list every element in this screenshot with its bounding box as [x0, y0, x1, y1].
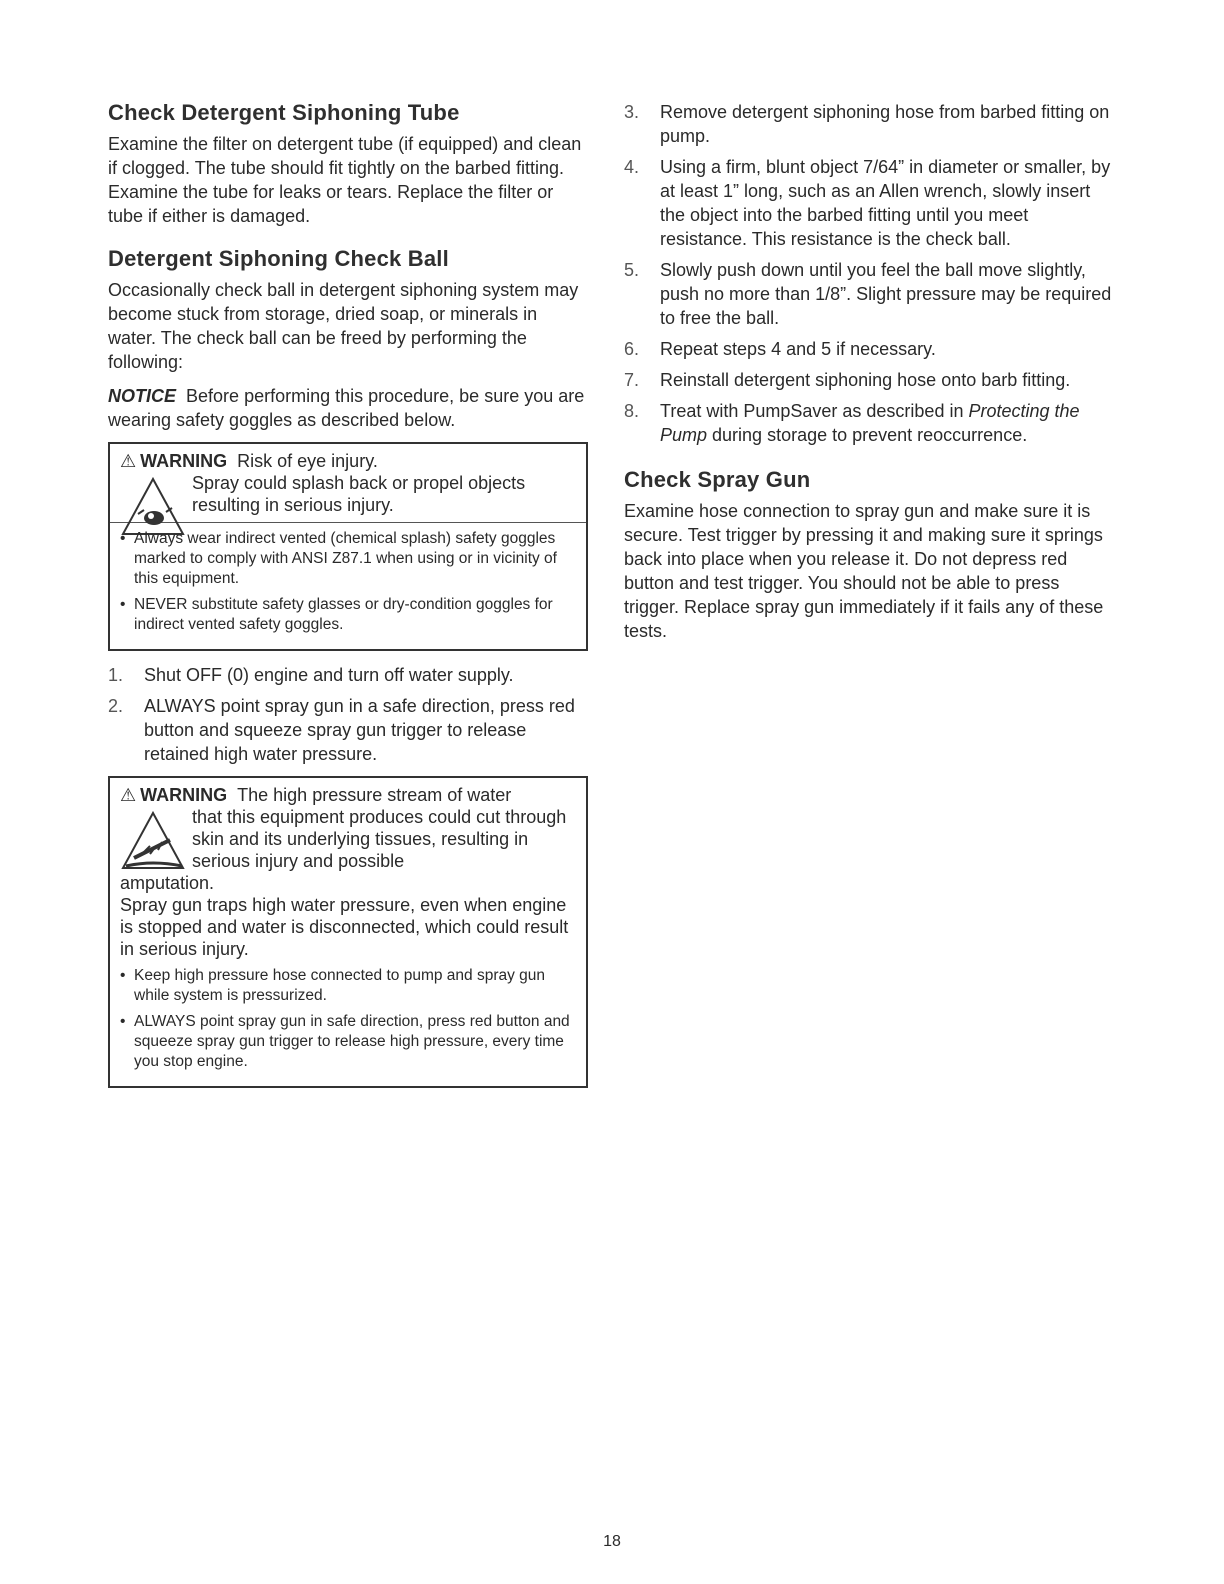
step-text: Repeat steps 4 and 5 if necessary. [660, 339, 936, 359]
step-item [624, 368, 1114, 392]
warning-title: WARNING [140, 785, 228, 805]
step-text: ALWAYS point spray gun in a safe direction, press red button and squeeze spray gun trigger to release retained high water pressure. [144, 696, 575, 764]
step-number: 6. [624, 339, 640, 359]
steps-list-right [624, 100, 1114, 447]
pressure-warning-box [108, 776, 588, 1088]
step-text: Using a firm, blunt object 7/64” in diameter or smaller, by at least 1” long, such as an Allen wrench, slowly insert the object into the barbed fitting until you meet resistance. This resistance is the check ball. [660, 157, 1111, 249]
warning-triangle-icon: ⚠ [120, 785, 137, 805]
section-heading-siphoning-tube: Check Detergent Siphoning Tube [108, 100, 460, 125]
warning-bullet: • NEVER substitute safety glasses or dry-condition goggles for indirect vented safety goggles. [120, 595, 576, 635]
step-number: 7. [624, 370, 640, 390]
step-item [624, 337, 1114, 361]
eye-injury-warning-box [108, 442, 588, 651]
warning-bullet: • Keep high pressure hose connected to pump and spray gun while system is pressurized. [120, 966, 576, 1006]
step-number: 5. [624, 260, 640, 280]
step-number: 2. [108, 696, 124, 716]
step-number: 4. [624, 157, 640, 177]
section-heading-check-ball: Detergent Siphoning Check Ball [108, 246, 449, 271]
warning-line1: Risk of eye injury. [237, 451, 378, 471]
check-ball-text: Occasionally check ball in detergent siphoning system may become stuck from storage, dried soap, or minerals in water. The check ball can be freed by performing the following: [108, 280, 579, 372]
step-text: Reinstall detergent siphoning hose onto barb fitting. [660, 370, 1071, 390]
notice-paragraph [108, 384, 588, 432]
step-text-italic: Protecting the Pump [660, 401, 1080, 445]
warning-text-tail: amputation. [120, 873, 215, 893]
section-heading-spray-gun: Check Spray Gun [624, 467, 811, 492]
warning-text: that this equipment produces could cut through skin and its underlying tissues, resulting in serious injury and possible [192, 807, 567, 871]
siphoning-tube-text: Examine the filter on detergent tube (if equipped) and clean if clogged. The tube should fit tightly on the barbed fitting. Examine the tube for leaks or tears. Replace the filter or tube if either is damaged. [108, 134, 582, 226]
step-text: Remove detergent siphoning hose from barbed fitting on pump. [660, 102, 1110, 146]
warning-line1: The high pressure stream of water [237, 785, 512, 805]
step-number: 3. [624, 102, 640, 122]
warning-text: Spray could splash back or propel objects resulting in serious injury. [192, 473, 526, 515]
step-number: 8. [624, 401, 640, 421]
notice-label: NOTICE [108, 386, 177, 406]
warning-bullets [120, 966, 576, 1072]
warning-title: WARNING [140, 451, 228, 471]
warning-bullet: • ALWAYS point spray gun in safe direction, press red button and squeeze spray gun trigger to release high pressure, every time you stop engine. [120, 1012, 576, 1072]
step-item [108, 663, 588, 687]
steps-list-left [108, 663, 588, 766]
warning-header [120, 450, 576, 516]
warning-text-2: Spray gun traps high water pressure, even when engine is stopped and water is disconnected, which could result in serious injury. [120, 895, 569, 959]
step-text: Shut OFF (0) engine and turn off water supply. [144, 665, 514, 685]
step-item [624, 399, 1114, 447]
injection-hazard-icon [120, 810, 186, 872]
warning-bullets [120, 529, 576, 635]
page-number: 18 [603, 1533, 621, 1550]
step-text: during storage to prevent reoccurrence. [707, 425, 1028, 445]
step-item [108, 694, 588, 766]
step-item [624, 100, 1114, 148]
right-column [624, 100, 1114, 653]
warning-bullet: • Always wear indirect vented (chemical splash) safety goggles marked to comply with ANSI Z87.1 when using or in vicinity of this equipment. [120, 529, 576, 589]
warning-header [120, 784, 576, 872]
step-item [624, 258, 1114, 330]
warning-triangle-icon: ⚠ [120, 451, 137, 471]
step-item [624, 155, 1114, 251]
step-text: Treat with PumpSaver as described in [660, 401, 969, 421]
step-text: Slowly push down until you feel the ball move slightly, push no more than 1/8”. Slight pressure may be required to free the ball. [660, 260, 1112, 328]
notice-text: Before performing this procedure, be sure you are wearing safety goggles as described below. [108, 386, 585, 430]
step-number: 1. [108, 665, 124, 685]
left-column [108, 100, 588, 1100]
spray-gun-text: Examine hose connection to spray gun and make sure it is secure. Test trigger by pressing it and making sure it springs back into place when you release it. Do not depress red button and test trigger. You should not be able to press trigger. Replace spray gun immediately if it fails any of these tests. [624, 501, 1104, 641]
